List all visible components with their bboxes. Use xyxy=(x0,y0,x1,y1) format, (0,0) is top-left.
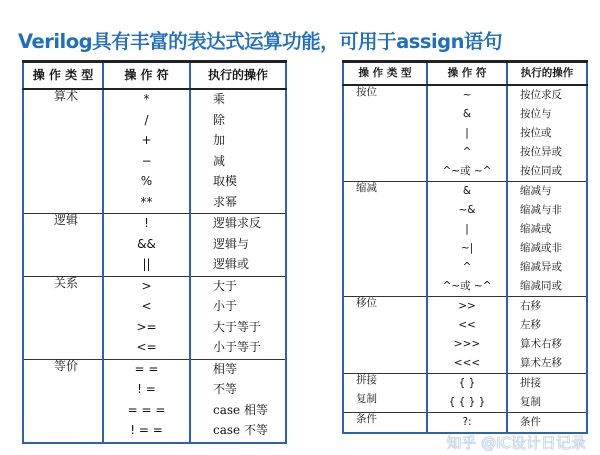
operators-table-left xyxy=(22,60,287,444)
operator-cell: << xyxy=(427,316,507,335)
header-operator: 操 作 符 xyxy=(427,62,507,86)
operation-cell: 按位同或 xyxy=(507,162,587,182)
operation-type-cell xyxy=(23,235,103,256)
operator-cell: <= xyxy=(103,338,190,359)
table-row xyxy=(343,182,587,202)
operator-cell: || xyxy=(103,255,190,276)
operation-type-cell xyxy=(343,201,427,220)
operation-cell: 缩减同或 xyxy=(507,277,587,297)
operator-cell: { { } } xyxy=(427,393,507,413)
table-row xyxy=(343,413,587,434)
operation-type-cell xyxy=(343,124,427,143)
operation-cell: 取模 xyxy=(190,172,286,193)
operation-cell: 拼接 xyxy=(507,374,587,394)
table-row xyxy=(343,316,587,335)
operation-type-cell xyxy=(343,220,427,239)
table-row xyxy=(343,239,587,258)
operation-type-cell xyxy=(343,316,427,335)
operation-type-cell xyxy=(343,143,427,162)
operation-type-cell xyxy=(343,277,427,297)
operation-cell: 除 xyxy=(190,111,286,132)
operation-cell: 大于等于 xyxy=(190,318,286,339)
table-row xyxy=(343,220,587,239)
operator-cell: ! xyxy=(103,214,190,235)
operation-type-cell: 条件 xyxy=(343,413,427,434)
operator-cell: >> xyxy=(427,297,507,317)
operation-cell: 按位与 xyxy=(507,105,587,124)
operation-cell: 小于 xyxy=(190,297,286,318)
operation-type-cell xyxy=(343,105,427,124)
operation-cell: 条件 xyxy=(507,413,587,434)
operation-type-cell xyxy=(23,172,103,193)
operator-cell: ~& xyxy=(427,201,507,220)
operation-cell: 缩减与 xyxy=(507,182,587,202)
operator-cell: ^ xyxy=(427,143,507,162)
table-row xyxy=(343,124,587,143)
table-row xyxy=(23,255,286,276)
operators-table-right xyxy=(342,60,588,434)
operator-cell: ** xyxy=(103,193,190,214)
table-row xyxy=(343,85,587,105)
operation-type-cell xyxy=(23,111,103,132)
operation-type-cell: 等价 xyxy=(23,359,103,380)
operator-cell: >>> xyxy=(427,335,507,354)
operation-cell: 求幂 xyxy=(190,193,286,214)
operation-type-cell: 关系 xyxy=(23,276,103,297)
operation-cell: case 相等 xyxy=(190,401,286,422)
operation-type-cell: 逻辑 xyxy=(23,214,103,235)
operation-type-cell: 缩减 xyxy=(343,182,427,202)
operator-cell: * xyxy=(103,89,190,111)
operation-type-cell: 按位 xyxy=(343,85,427,105)
table-row xyxy=(343,105,587,124)
operation-type-cell xyxy=(343,258,427,277)
operation-type-cell: 复制 xyxy=(343,393,427,413)
operation-type-cell xyxy=(23,318,103,339)
operator-cell: − xyxy=(103,152,190,173)
operator-cell: = = = xyxy=(103,401,190,422)
operator-cell: ~| xyxy=(427,239,507,258)
table-row xyxy=(343,162,587,182)
table-row xyxy=(343,374,587,394)
table-row xyxy=(343,258,587,277)
header-operation-type: 操 作 类 型 xyxy=(23,62,103,90)
operator-cell: <<< xyxy=(427,354,507,374)
table-row xyxy=(23,380,286,401)
table-row xyxy=(343,354,587,374)
header-operation: 执行的操作 xyxy=(507,62,587,86)
operation-type-cell xyxy=(23,193,103,214)
operator-cell: ~ xyxy=(427,85,507,105)
operator-cell: + xyxy=(103,131,190,152)
table-row xyxy=(23,318,286,339)
slide-title: Verilog具有丰富的表达式运算功能，可用于assign语句 xyxy=(18,30,502,53)
operation-cell: 加 xyxy=(190,131,286,152)
operation-cell: 逻辑求反 xyxy=(190,214,286,235)
operation-cell: 按位求反 xyxy=(507,85,587,105)
table-row xyxy=(23,89,286,111)
operation-cell: 逻辑或 xyxy=(190,255,286,276)
operation-type-cell: 拼接 xyxy=(343,374,427,394)
operation-cell: 缩减或非 xyxy=(507,239,587,258)
operation-cell: 算术右移 xyxy=(507,335,587,354)
table-row xyxy=(23,297,286,318)
operation-cell: 大于 xyxy=(190,276,286,297)
operator-cell: = = xyxy=(103,359,190,380)
header-operation-type: 操 作 类 型 xyxy=(343,62,427,86)
operator-cell: ?: xyxy=(427,413,507,434)
operator-cell: & xyxy=(427,105,507,124)
operation-type-cell xyxy=(23,338,103,359)
table-row xyxy=(343,335,587,354)
operation-cell: 乘 xyxy=(190,89,286,111)
operator-cell: | xyxy=(427,220,507,239)
operation-cell: 缩减或 xyxy=(507,220,587,239)
operation-type-cell xyxy=(23,421,103,443)
operator-cell: > xyxy=(103,276,190,297)
watermark: 知乎 @IC设计日记录 xyxy=(446,434,586,452)
operation-cell: 按位异或 xyxy=(507,143,587,162)
table-row xyxy=(23,193,286,214)
table-row xyxy=(23,235,286,256)
operator-cell: < xyxy=(103,297,190,318)
header-operation: 执行的操作 xyxy=(190,62,286,90)
operator-cell: % xyxy=(103,172,190,193)
operator-cell: && xyxy=(103,235,190,256)
operation-type-cell xyxy=(23,131,103,152)
table-row xyxy=(23,359,286,380)
operation-type-cell xyxy=(343,335,427,354)
operation-cell: case 不等 xyxy=(190,421,286,443)
operation-type-cell: 移位 xyxy=(343,297,427,317)
operator-cell: / xyxy=(103,111,190,132)
operator-cell: | xyxy=(427,124,507,143)
header-operator: 操 作 符 xyxy=(103,62,190,90)
operation-cell: 复制 xyxy=(507,393,587,413)
operation-cell: 相等 xyxy=(190,359,286,380)
operation-type-cell xyxy=(23,401,103,422)
operator-cell: ! = xyxy=(103,380,190,401)
operator-cell: ! = = xyxy=(103,421,190,443)
table-row xyxy=(23,401,286,422)
operation-cell: 按位或 xyxy=(507,124,587,143)
operator-cell: ^~或 ~^ xyxy=(427,277,507,297)
operator-cell: >= xyxy=(103,318,190,339)
table-row xyxy=(23,338,286,359)
table-row xyxy=(23,421,286,443)
operation-type-cell xyxy=(23,380,103,401)
table-row xyxy=(23,111,286,132)
operator-cell: ^ xyxy=(427,258,507,277)
operation-type-cell xyxy=(343,354,427,374)
table-row xyxy=(23,152,286,173)
table-header-row xyxy=(23,62,286,90)
operation-cell: 算术左移 xyxy=(507,354,587,374)
operation-cell: 减 xyxy=(190,152,286,173)
table-row xyxy=(23,131,286,152)
operation-type-cell xyxy=(343,162,427,182)
table-row xyxy=(343,297,587,317)
operation-cell: 缩减异或 xyxy=(507,258,587,277)
operation-type-cell xyxy=(343,239,427,258)
table-header-row xyxy=(343,62,587,86)
operator-cell: & xyxy=(427,182,507,202)
operation-cell: 小于等于 xyxy=(190,338,286,359)
table-row xyxy=(23,214,286,235)
operator-cell: ^~或 ~^ xyxy=(427,162,507,182)
table-row xyxy=(343,143,587,162)
table-row xyxy=(343,393,587,413)
operation-type-cell xyxy=(23,255,103,276)
table-row xyxy=(343,201,587,220)
operation-cell: 左移 xyxy=(507,316,587,335)
table-row xyxy=(23,276,286,297)
operation-cell: 不等 xyxy=(190,380,286,401)
table-row xyxy=(23,172,286,193)
operation-type-cell xyxy=(23,297,103,318)
operation-type-cell: 算术 xyxy=(23,89,103,111)
operation-cell: 缩减与非 xyxy=(507,201,587,220)
operation-cell: 逻辑与 xyxy=(190,235,286,256)
operation-type-cell xyxy=(23,152,103,173)
table-row xyxy=(343,277,587,297)
operator-cell: { } xyxy=(427,374,507,394)
operation-cell: 右移 xyxy=(507,297,587,317)
